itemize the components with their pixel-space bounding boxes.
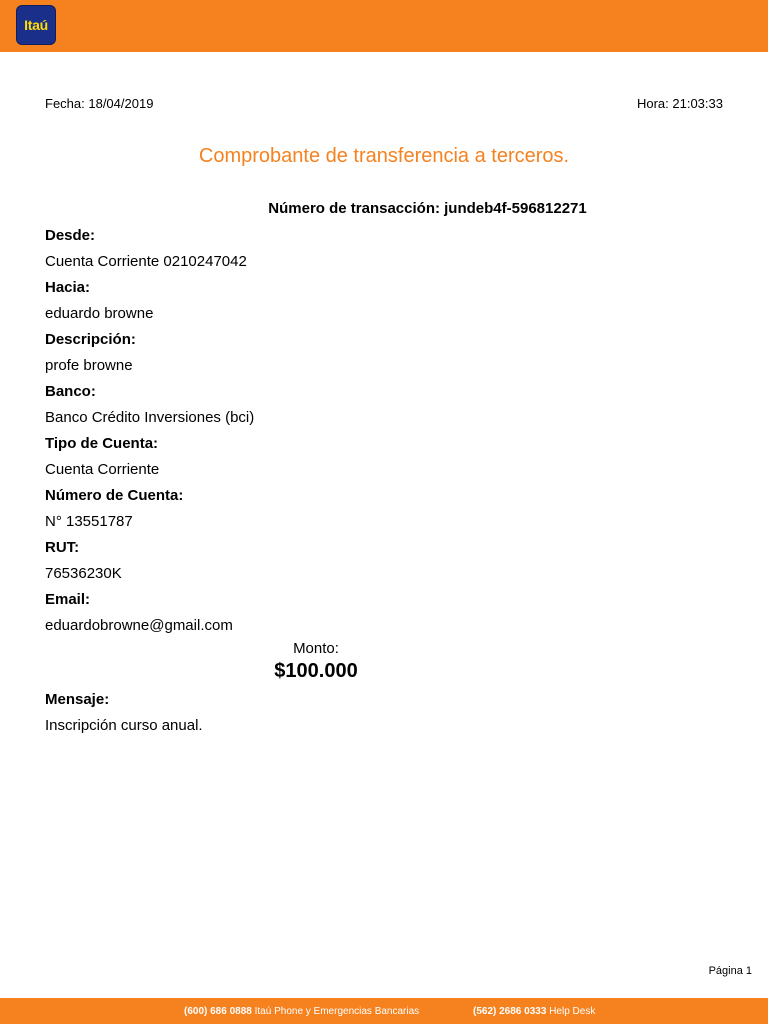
monto-value: $100.000: [274, 660, 358, 682]
field-value-numero-cuenta: N° 13551787: [45, 513, 133, 530]
field-label-rut: RUT:: [45, 539, 80, 556]
field-label-hacia: Hacia:: [45, 279, 91, 296]
field-value-email: eduardobrowne@gmail.com: [45, 617, 233, 634]
footer-phone-helpdesk: [473, 1006, 595, 1017]
footer-phone1-desc: Itaú Phone y Emergencias Bancarias: [254, 1006, 420, 1017]
field-value-tipo-cuenta: Cuenta Corriente: [45, 461, 160, 478]
field-label-desde: Desde:: [45, 227, 96, 244]
mensaje-value: Inscripción curso anual.: [45, 717, 203, 734]
fecha-text: Fecha: 18/04/2019: [45, 96, 154, 111]
itau-logo: [16, 5, 56, 45]
field-label-banco: Banco:: [45, 383, 96, 400]
header-bar: [0, 0, 768, 52]
field-value-descripcion: profe browne: [45, 357, 133, 374]
transfer-details: [45, 224, 254, 640]
logo-text: Itaú: [24, 17, 48, 33]
hora-text: Hora: 21:03:33: [636, 96, 723, 111]
footer-phone1-number: (600) 686 0888: [184, 1006, 252, 1017]
page-title: Comprobante de transferencia a terceros.: [198, 145, 570, 167]
field-value-hacia: eduardo browne: [45, 305, 154, 322]
mensaje-label: Mensaje:: [45, 691, 110, 708]
monto-label: Monto:: [293, 640, 339, 657]
field-value-desde: Cuenta Corriente 0210247042: [45, 253, 247, 270]
field-label-tipo-cuenta: Tipo de Cuenta:: [45, 435, 159, 452]
footer-phone2-number: (562) 2686 0333: [473, 1006, 547, 1017]
field-value-banco: Banco Crédito Inversiones (bci): [45, 409, 255, 426]
footer-phone2-desc: Help Desk: [549, 1006, 596, 1017]
field-value-rut: 76536230K: [45, 565, 122, 582]
field-label-descripcion: Descripción:: [45, 331, 136, 348]
footer-bar: [0, 998, 768, 1024]
page-number: Página 1: [708, 965, 752, 977]
field-label-email: Email:: [45, 591, 91, 608]
mensaje-section: [45, 688, 203, 740]
field-label-numero-cuenta: Número de Cuenta:: [45, 487, 184, 504]
footer-phone-itau: [184, 1006, 419, 1017]
transaction-number: Número de transacción: jundeb4f-596812271: [268, 200, 587, 217]
